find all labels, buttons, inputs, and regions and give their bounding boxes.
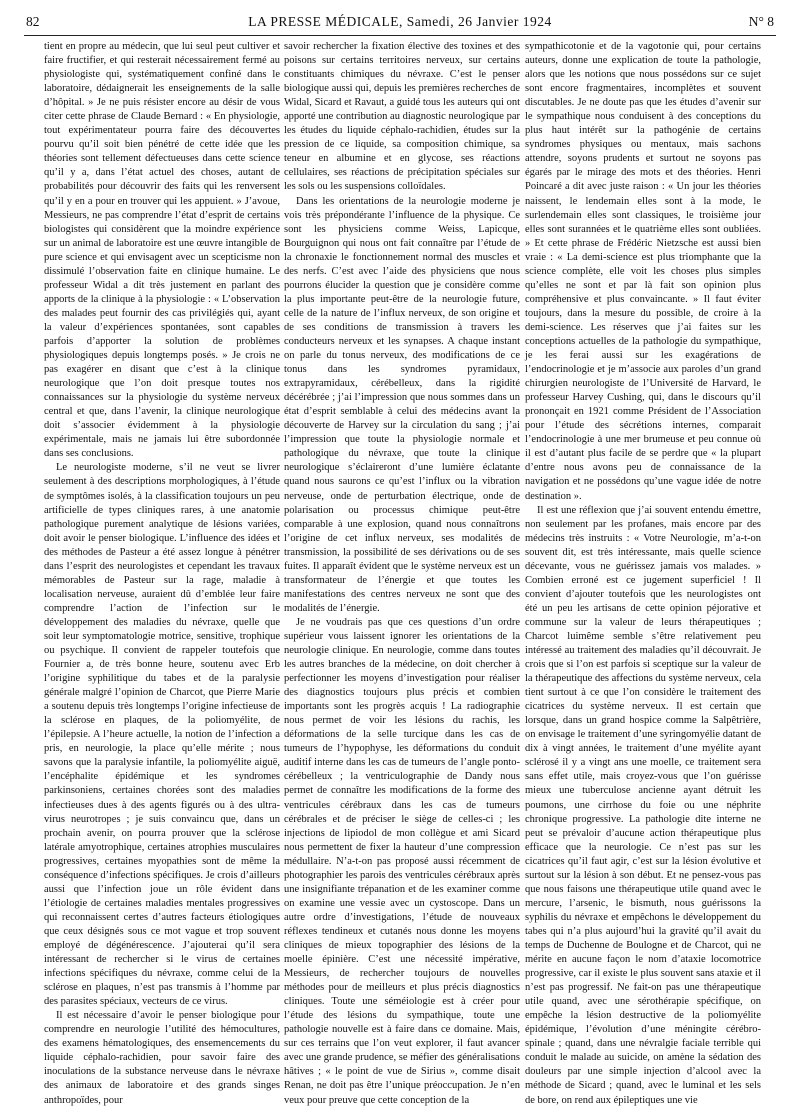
paragraph: savoir rechercher la fixation élective des toxines et des poisons sur certains territoires nerveux, sur certains constituants chimiques du névraxe. C’est le penser biologique aussi qui, depuis les premières recherches de Widal, Sicard et Ravaut, a guidé tous les auteurs qui ont apporté une contribution au diagnostic neurologique par les études du liquide céphalo-rachidien, études sur la pression de ce liquide, sa composition chimique, sa teneur en albumine et en glycose, ses réactions cellulaires, ses réactions de précipitation spéciales sur les sols ou les suspensions colloïdales. [284,41,520,193]
paragraph: Dans les orientations de la neurologie moderne je vois très prépondérante l’influence de la physique. Ce sont les physiciens comme Weiss, Lapicque, Bourguignon qui nous ont fait connaître par l’étude de la chronaxie le fonctionnement normal des muscles et des nerfs. C’est avec l’aide des physiciens que nous pourrons élucider la question que je considère comme la plus importante peut-être de la neurologie future, celle de la nature de l’influx nerveux, de son origine et de ses conditions de transmission à travers les conducteurs nerveux et les synapses. A chaque instant on parle du tonus nerveux, des modifications de ce tonus dans les syndromes pyramidaux, extrapyramidaux, cérébelleux, dans la rigidité décérébrée ; j’ai l’impression que nous sommes dans un état d’esprit semblable à celui des médecins avant la découverte de Harvey sur la circulation du sang ; j’ai l’impression que toute la physiologie normale et pathologique du névraxe, que toute la clinique neurologique s’éclaireront d’une lumière éclatante quand nous saurons ce qu’est l’influx ou la vibration nerveuse, onde de perturbation électrique, onde de polarisation ou processus chimique peut-être comparable à une explosion, quand nous connaîtrons l’origine de cet influx nerveux, ses modalités de transmission, la possibilité de ses dérivations ou de ses fuites. Il apparaît évident que le système nerveux est un transformateur de l’énergie et que toutes les manifestations des centres nerveux ne sont que des modalités de l’énergie. [284,195,520,614]
issue-number: N° 8 [748,14,774,29]
column-3 [525,40,761,1106]
paragraph: Il est nécessaire d’avoir le penser biologique pour comprendre en neurologie l’utilité des hémocultures, des examens hématologiques, des ensemencements du liquide céphalo-rachidien, pour savoir faire des inoculations de la substance nerveuse dans le névraxe des animaux de laboratoire et des grands singes anthropoïdes, pour [44,1010,280,1106]
paragraph: Je ne voudrais pas que ces questions d’un ordre supérieur vous laissent ignorer les orientations de la neurologie clinique. En neurologie, comme dans toutes les autres branches de la médecine, on doit chercher à perfectionner les moyens d’investigation pour réaliser des diagnostics toujours plus précis et combien importants sont les progrès acquis ! La radiographie nous permet de voir les lésions du rachis, les déformations de la selle turcique dans les cas de tumeurs de l’hypophyse, les déformations du conduit auditif interne dans les cas de tumeurs de l’angle ponto-cérébelleux ; la ventriculographie de Dandy nous permet de connaître les modifications de la forme des ventricules cérébraux dans les cas de tumeurs cérébrales et de préciser le siège de celles-ci ; les injections de lipiodol de mon collègue et ami Sicard nous permettent de fixer la hauteur d’une compression médullaire. N’a-t-on pas proposé aussi récemment de photographier les parois des ventricules cérébraux après une insignifiante trépanation et de les examiner comme on examine une vessie avec un cystoscope. Dans un autre ordre d’investigations, l’étude de nouveaux réflexes tendineux et cutanés nous donne les moyens cliniques de mieux topographier des lésions de la moelle épinière. C’est une nécessité impérative, Messieurs, de rechercher toujours de nouvelles méthodes pour de meilleurs et plus précis diagnostics cliniques. Toute une séméiologie est à créer pour l’étude des lésions du sympathique, toute une pathologie nouvelle est à faire dans ce domaine. Mais, sur ces terrains que l’on veut explorer, il faut avancer avec une grande prudence, se méfier des généralisations hâtives ; « le point de vue de Sirius », comme disait Renan, ne doit pas être l’unique préoccupation. Je n’en veux pour preuve que cette conception de la [284,616,520,1106]
paragraph: Le neurologiste moderne, s’il ne veut se livrer seulement à des descriptions morphologiques, à l’étude de symptômes isolés, à la classification toujours un peu artificielle de types cliniques rares, à une anatomie pathologique purement analytique de lésions variées, doit avoir le penser biologique. L’influence des idées et des méthodes de Pasteur a été assez longue à pénétrer dans l’esprit des neurologistes et cependant les travaux mémorables de Pasteur sur la rage, maladie à localisation nerveuse, auraient dû d’emblée leur faire comprendre l’action de l’infection sur le développement des maladies du névraxe, quelle que soit leur symptomatologie motrice, sensitive, trophique ou psychique. Il convient de rappeler toutefois que Fournier a, de très bonne heure, soutenu avec Erb l’origine syphilitique du tabes et de la paralysie générale malgré l’opinion de Charcot, que Pierre Marie a soutenu depuis très longtemps l’origine infectieuse de la sclérose en plaques, de la poliomyélite, de l’épilepsie. A l’heure actuelle, la notion de l’infection a pris, en neurologie, la place qu’elle mérite ; nous savons que la paralysie infantile, la poliomyélite aiguë, l’encéphalite épidémique et les syndromes parkinsoniens, certaines chorées sont des maladies infectieuses dues à des agents figurés ou à des ultra-virus neurotropes ; je suis convaincu que, dans un prochain avenir, on pourra prouver que la sclérose latérale amyotrophique, certaines atrophies musculaires progressives, certaines myopathies sont de même la conséquence d’infections spécifiques. Je crois d’ailleurs aussi que l’infection joue un rôle évident dans l’étiologie de certaines maladies mentales progressives qui reconnaissent certes d’autres facteurs étiologiques que ceux désignés sous ce mot vague et trop souvent employé de dégénérescence. J’ajouterai qu’il sera intéressant de rechercher si le virus de certaines infections spécifiques du névraxe, comme celui de la sclérose en plaques, n’est pas transmis à l’homme par des parasites spéciaux, vecteurs de ce virus. [44,462,280,1008]
paragraph: tient en propre au médecin, que lui seul peut cultiver et faire fructifier, et qui resterait nécessairement fermé au physiologiste qui, systématiquement confiné dans le laboratoire, dédaignerait les enseignements de la salle d’hôpital. » Je ne puis résister encore au désir de vous citer cette phrase de Claude Bernard : « En physiologie, tout expérimentateur pourra faire des découvertes pourvu qu’il soit bien pénétré de cette idée que les théories sont tellement défectueuses dans cette science qu’il y a, dans l’état actuel des choses, autant de probabilités pour découvrir des faits qui les renversent qu’il y en a pour en trouver qui les appuient. » J’avoue, Messieurs, ne pas comprendre l’état d’esprit de certains biologistes qui considèrent que la moindre expérience sur un animal de laboratoire est une œuvre intangible de pure science et qui envisagent avec un scepticisme non dissimulé l’observation faite en clinique humaine. Le professeur Widal a dit très justement en parlant des apports de la clinique à la physiologie : « L’observation des malades peut fournir des cas privilégiés qui, ayant la valeur d’expériences spontanées, sont capables parfois d’apporter la solution de problèmes physiologiques depuis longtemps posés. » Je crois ne pas exagérer en disant que c’est à la clinique neurologique que l’on doit presque toutes nos connaissances sur la physiologie du système nerveux central et que, dans l’avenir, la clinique neurologique doit s’associer évidemment à la physiologie expérimentale, mais ne jamais lui être subordonnée dans ses conclusions. [44,41,280,460]
page-number: 82 [26,14,40,29]
paragraph: Il est une réflexion que j’ai souvent entendu émettre, non seulement par les profanes, mais encore par des médecins très instruits : « Votre Neurologie, m’a-t-on souvent dit, est très intéressante, mais quelle science décevante, vous ne guérissez jamais vos malades. » Combien erroné est ce jugement superficiel ! Il convient d’ajouter toutefois que les neurologistes ont été un peu les artisans de cette opinion péjorative et commune sur la valeur de leurs thérapeutiques ; Charcot luimême semble s’être relativement peu intéressé au traitement des maladies qu’il découvrait. Je crois que si l’on est parfois si sceptique sur la valeur de la thérapeutique des affections du système nerveux, cela tient surtout à ce que l’on considère le traitement des cicatrices du système nerveux. Il est certain que lorsque, dans un grand hospice comme la Salpêtrière, on envisage le traitement d’une syringomyélie datant de dix à vingt années, le traitement d’une myélite ayant sclérosé il y a vingt ans une moelle, ce traitement sera sans effet utile, mais croyez-vous que l’on guérisse mieux une tuberculose ancienne ayant détruit les poumons, une cirrhose du foie ou une néphrite chronique progressive. La pathologie dite interne ne peut se prévaloir d’aucune action thérapeutique plus efficace que la neurologie. Ce n’est pas sur les cicatrices qu’il faut agir, c’est sur la lésion évolutive et surtout sur la lésion à son début. Et ne pensez-vous pas que nous faisons une thérapeutique utile quand avec le mercure, l’arsenic, le bismuth, nous guérissons la syphilis du névraxe et empêchons le développement du tabes qui n’a plus aujourd’hui la gravité qu’il avait du temps de Duchenne de Boulogne et de Charcot, qui ne mérite en aucune façon le nom d’ataxie locomotrice progressive, car il existe le plus souvent sans ataxie et il n’est pas progressif. Ne fait-on pas une thérapeutique utile quand, avec une sérothérapie spécifique, on empêche la lésion destructive de la poliomyélite épidémique, l’évolution d’une méningite cérébro-spinale ; quand, dans une névralgie faciale terrible qui conduit le malade au suicide, on amène la sédation des douleurs par une simple injection d’alcool avec la méthode de Sicard ; quand, avec le luminal et les sels de bore, on rend aux épileptiques une vie [525,504,761,1106]
column-2 [284,40,520,1106]
journal-title: LA PRESSE MÉDICALE, Samedi, 26 Janvier 1924 [248,14,552,29]
page-header [26,14,774,36]
column-1 [44,40,280,1106]
paragraph: sympathicotonie et de la vagotonie qui, pour certains auteurs, donne une explication de toute la pathologie, alors que les notions que nous possédons sur ce sujet sont encore fragmentaires, incomplètes et souvent discutables. Je ne doute pas que les études d’avenir sur le sympathique nous conduisent à des conceptions du plus haut intérêt sur la pathogénie de certains syndromes physiques ou mentaux, mais sachons attendre, soyons prudents et surtout ne soyons pas égarés par le mirage des mots et des théories. Henri Poincaré a dit avec juste raison : « Un jour les théories naissent, le lendemain elles sont à la mode, le surlendemain elles sont classiques, le troisième jour elles sont surannées et le quatrième elles sont oubliées. » Et cette phrase de Frédéric Nietzsche est aussi bien vraie : « La demi-science est plus triomphante que la science complète, elle voit les choses plus simples qu’elles ne sont et par là fait son opinion plus compréhensive et plus convaincante. » Il faut éviter toujours, dans la mesure du possible, de croire à la demi-science. Les réserves que j’ai faites sur les conceptions actuelles de la pathologie du sympathique, je les ferai aussi sur les exagérations de l’endocrinologie et je m’associe aux paroles d’un grand chirurgien neurologiste de l’Université de Harvard, le professeur Harvey Cushing, qui, dans le discours qu’il prononçait en 1921 comme Président de l’Association pour l’étude des sécrétions internes, comparait l’endocrinologie à une mer brumeuse et peu connue où il est d’autant plus facile de se perdre que « la plupart d’entre nous avons peu de connaissance de la navigation et ne possédons qu’une vague idée de notre destination ». [525,41,761,502]
header-rule [24,35,776,36]
article-body [44,40,761,1106]
